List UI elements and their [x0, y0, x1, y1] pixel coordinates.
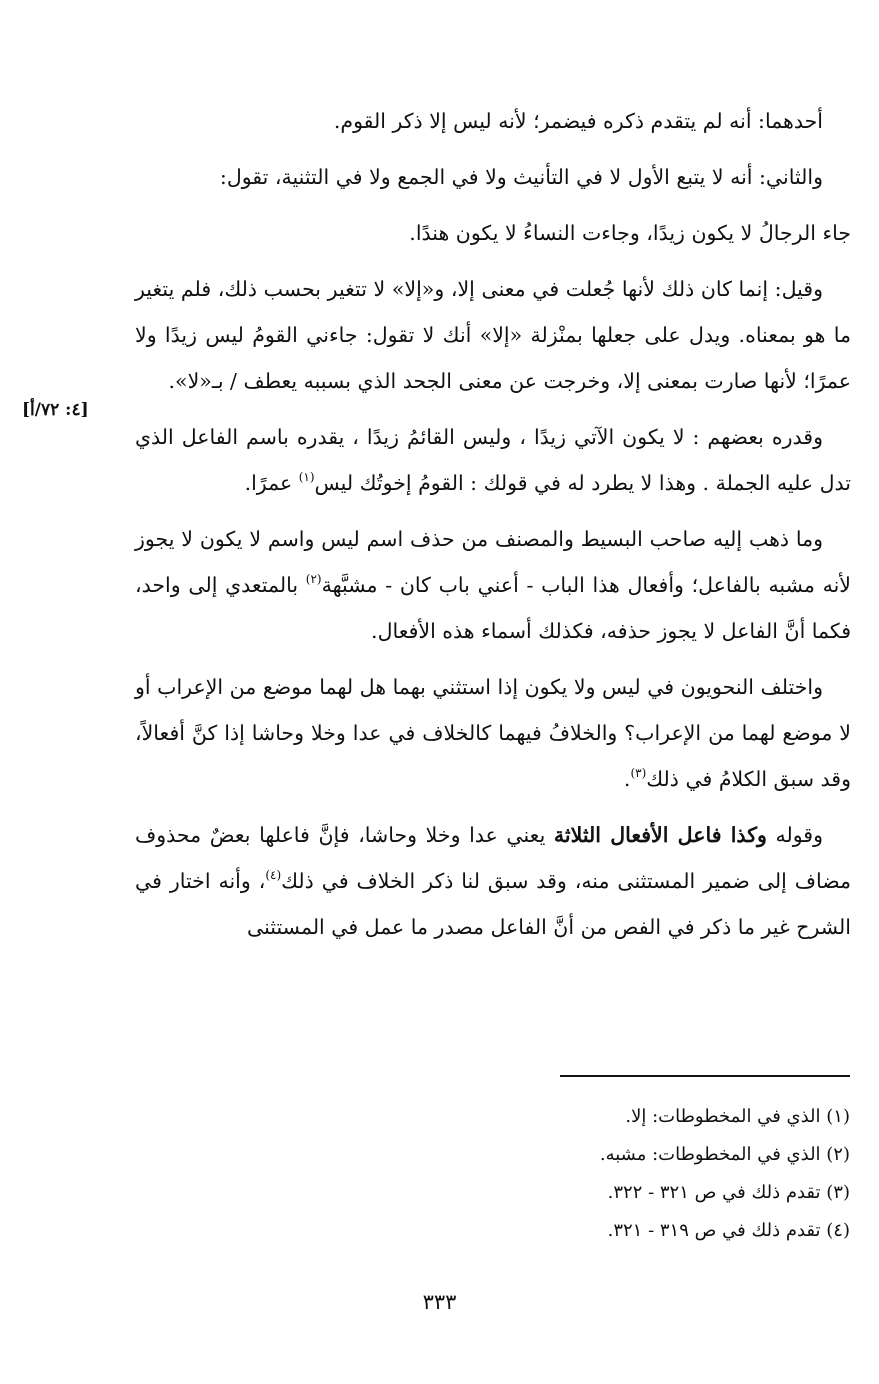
- paragraph-5: [135, 414, 851, 506]
- quoted-text-bold: وكذا فاعل الأفعال الثلاثة: [553, 823, 767, 847]
- paragraph-7-text-end: .: [623, 767, 631, 791]
- page-number: ٣٣٣: [422, 1290, 457, 1314]
- paragraph-7-text: واختلف النحويون في ليس ولا يكون إذا استثني بهما هل لهما موضع من الإعراب أو لا موضع لهما من الإعراب؟ والخلافُ فيهما كالخلاف في عدا وخلا وحاشا إذا كنَّ أفعالاً، وقد سبق الكلامُ في ذلك: [135, 675, 851, 791]
- manuscript-folio-reference: [٤: ٧٢/أ]: [22, 400, 89, 420]
- paragraph-7: [135, 664, 851, 802]
- footnotes: [300, 1098, 850, 1250]
- paragraph-8-text: يعني عدا وخلا وحاشا، فإنَّ فاعلها بعضٌ محذوف مضاف إلى ضمير المستثنى منه، وقد سبق لنا ذكر الخلاف في ذلك: [135, 823, 851, 893]
- paragraph-8-text-end: ، وأنه اختار في الشرح غير ما ذكر في الفص من أنَّ الفاعل مصدر ما عمل في المستثنى: [135, 869, 851, 939]
- paragraph-8: [135, 812, 851, 950]
- footnote-3: (٣) تقدم ذلك في ص ٣٢١ - ٣٢٢.: [607, 1182, 850, 1203]
- paragraph-1: أحدهما: أنه لم يتقدم ذكره فيضمر؛ لأنه ليس إلا ذكر القوم.: [333, 109, 823, 133]
- main-text: [135, 98, 851, 960]
- footnote-2: (٢) الذي في المخطوطات: مشبه.: [599, 1144, 850, 1165]
- footnote-marker-4[interactable]: (٤): [265, 868, 282, 882]
- paragraph-6: [135, 516, 851, 654]
- paragraph-4: وقيل: إنما كان ذلك لأنها جُعلت في معنى إلا، و«إلا» لا تتغير بحسب ذلك، فلم يتغير ما هو بمعناه. ويدل على جعلها بمنْزلة «إلا» أنك لا تقول: جاءني القومُ ليس زيدًا ولا عمرًا؛ لأنها صارت بمعنى إلا، وخرجت عن معنى الجحد الذي بسببه يعطف / بـ«لا».: [135, 277, 851, 393]
- footnote-1: (١) الذي في المخطوطات: إلا.: [625, 1106, 850, 1127]
- paragraph-6-text: وما ذهب إليه صاحب البسيط والمصنف من حذف اسم ليس واسم لا يكون لا يجوز لأنه مشبه بالفاعل؛ وأفعال هذا الباب - أعني باب كان - مشبَّهة: [135, 527, 851, 597]
- footnote-marker-1[interactable]: (١): [298, 470, 315, 484]
- paragraph-6-text-end: بالمتعدي إلى واحد، فكما أنَّ الفاعل لا يجوز حذفه، فكذلك أسماء هذه الأفعال.: [135, 573, 851, 643]
- paragraph-5-text-end: عمرًا.: [244, 471, 299, 495]
- footnote-divider: [560, 1075, 850, 1077]
- paragraph-2: والثاني: أنه لا يتبع الأول لا في التأنيث ولا في الجمع ولا في التثنية، تقول:: [219, 165, 823, 189]
- paragraph-5-text: وقدره بعضهم : لا يكون الآتي زيدًا ، وليس القائمُ زيدًا ، يقدره باسم الفاعل الذي تدل عليه الجملة . وهذا لا يطرد له في قولك : القومُ إخوتُك ليس: [135, 425, 851, 495]
- footnote-marker-2[interactable]: (٢): [305, 572, 322, 586]
- footnote-4: (٤) تقدم ذلك في ص ٣١٩ - ٣٢١.: [607, 1220, 850, 1241]
- paragraph-3: جاء الرجالُ لا يكون زيدًا، وجاءت النساءُ لا يكون هندًا.: [409, 221, 851, 245]
- paragraph-8-prefix: وقوله: [766, 823, 824, 847]
- footnote-marker-3[interactable]: (٣): [630, 766, 647, 780]
